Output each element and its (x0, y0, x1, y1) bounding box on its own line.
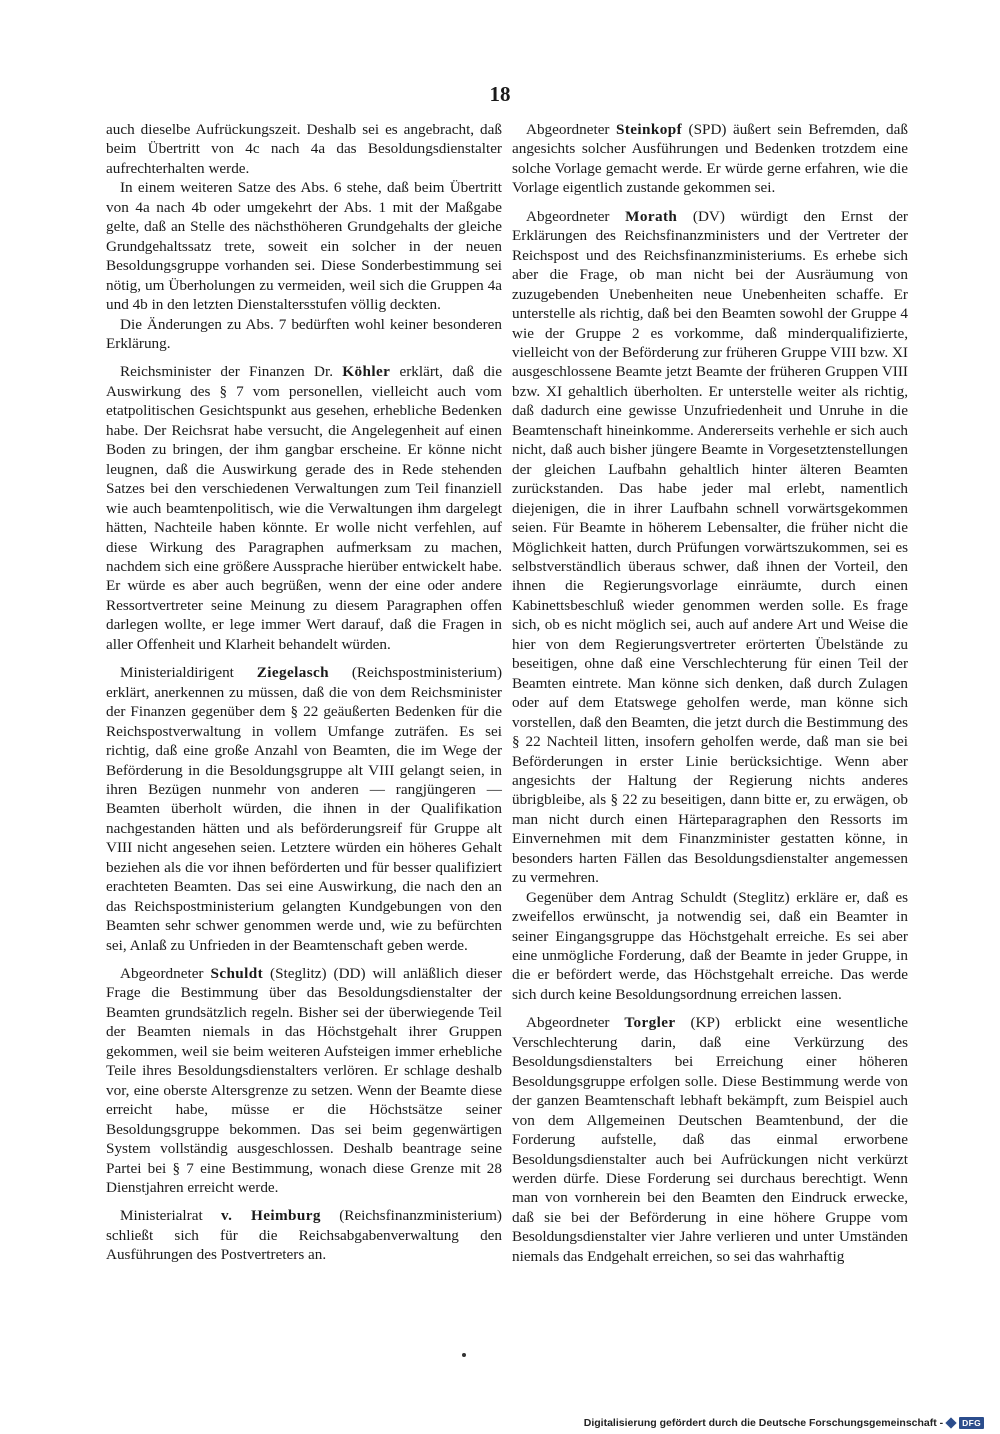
paragraph-text: (DV) würdigt den Ernst der Erklärungen des Reichsfinanzministers und der Vertreter der Reichspost und des Reichsfinanzministeriums. Es erhebe sich aber die Frage, ob man nicht bei der Ausräumung von zuzugebenden Unebenheiten neue Unebenheiten schaffe. Er unterstelle als richtig, daß bei den Beamten sowohl der Gruppe 4 wie der Gruppe 2 es vorkomme, daß minderqualifizierte, vielleicht von der Beförderung zur früheren Gruppe VIII bzw. XI ausgeschlossene Beamte jetzt Beamte der früheren Gruppen VIII bzw. XI gehaltlich überholten. Er unterstelle weiter als richtig, daß dadurch eine gewisse Unzufriedenheit und Unruhe in die Beamtenschaft hineinkomme. Andererseits verhehle er sich auch nicht, daß auch bisher jüngere Beamte in Vorgesetztenstellungen der gleichen Laufbahn gehaltlich hinter älteren Beamten zurückstanden. Das habe jeder mal erlebt, namentlich diejenigen, die in ihrer Laufbahn schnell vorwärtsgekommen seien. Für Beamte in höherem Lebensalter, die früher nicht die Möglichkeit hatten, durch Prüfungen vorwärtszukommen, sei es selbstverständlich überaus schwer, daß ihnen der Vorteil, den ihnen die Regierungsvorlage einräumte, durch einen Kabinettsbeschluß wieder genommen werden solle. Es frage sich, ob es nicht möglich sei, auch auf andere Art und Weise die hier von dem Regierungsvertreter erörterten Übelstände zu beseitigen, ohne daß eine Verschlechterung für einen Teil der Beamten eintrete. Man könne sich denken, daß durch Zulagen oder auf dem Etatswege geholfen werde, man könne sich vorstellen, daß den Beamten, die jetzt durch die Bestimmung des § 22 Nachteil litten, insofern geholfen werde, daß man sie bei Beförderungen in erster Linie berücksichtige. Wenn aber angesichts der Haltung der Regierung nichts anderes übrigbleibe, als § 22 zu beseitigen, dann bitte er, zu erwägen, ob man nicht durch einen Härteparagraphen den Ressorts im Einvernehmen mit dem Finanzminister gestatten könne, in besonders harten Fällen das Besoldungsdienstalter angemessen zu vermehren. (512, 207, 908, 887)
paragraph-text: (KP) erblickt eine wesentliche Verschlechterung darin, daß eine Verkürzung des Besoldungsdienstalters bei Erreichung einer höheren Besoldungsgruppe erfolgen solle. Diese Bestimmung werde von der ganzen Beamtenschaft lebhaft bekämpft, zum Beispiel auch von dem Allgemeinen Deutschen Beamtenbund, der die Forderung aufstelle, daß das einmal erworbene Besoldungsdienstalter auch bei Aufrückungen nicht verkürzt werden dürfe. Diese Forderung sei durchaus berechtigt. Wenn man von vornherein bei den Beamten den Eindruck erwecke, daß sie bei der Beförderung in eine höhere Gruppe vom Besoldungsdienstalter vier Jahre verlieren und unter Umständen niemals das Endgehalt erreichen, so sei das wahrhaftig (512, 1014, 908, 1265)
paragraph-text: (Reichspostministerium) erklärt, anerkennen zu müssen, daß die von dem Reichsminister der Finanzen gegenüber dem § 22 geäußerten Bedenken für die Reichspostverwaltung in vollem Umfange zuträfen. Es sei richtig, daß eine große Anzahl von Beamten, die im Wege der Beförderung in die Besoldungsgruppe alt VIII gelangt seien, in ihren Bezügen nunmehr von anderen — rangjüngeren — Beamten überholt würden, die ihnen in der Qualifikation nachgestanden hätten und als beförderungsreif für Gruppe alt VIII nicht angesehen seien. Letztere würden ein höheres Gehalt beziehen als die vor ihnen beförderten und für besser qualifiziert erachteten Beamten. Das sei eine Auswirkung, die nach den an das Reichspostministerium gelangten Kundgebungen von den Beamten sehr schwer genommen werde und, wie zu befürchten sei, Anlaß zu Unfrieden in der Beamtenschaft geben werde. (106, 664, 502, 954)
speaker-prefix: Reichsminister der Finanzen Dr. (120, 363, 343, 381)
paragraph (106, 964, 502, 1197)
paragraph (106, 663, 502, 955)
paragraph: Gegenüber dem Antrag Schuldt (Steglitz) erkläre er, daß es zweifellos erwünscht, ja notwendig sei, daß ein Beamter in seiner Eingangsgruppe das Höchstgehalt erreiche. Es sei aber eine unmögliche Forderung, daß der Beamte in jeder Gruppe, in die er befördert werde, das Höchstgehalt erreiche. Das werde sich durch keine Besoldungsordnung erreichen lassen. (512, 888, 908, 1003)
speaker-name: v. Heimburg (220, 1207, 321, 1225)
speaker-name: Steinkopf (615, 121, 683, 138)
speaker-name: Köhler (342, 363, 391, 381)
paragraph: Die Änderungen zu Abs. 7 bedürften wohl keiner besonderen Erklärung. (106, 315, 502, 352)
paragraph-text: (Steglitz) (DD) will anläßlich dieser Frage die Bestimmung über das Besoldungsdienstalter der Beamten grundsätzlich regeln. Bisher sei der überwiegende Teil der Beamten niemals in das Höchstgehalt ihrer Gruppen gekommen, weil sie beim weiteren Aufsteigen immer erhebliche Teile ihres Besoldungsdienstalters verlören. Er schlage deshalb vor, eine oberste Altersgrenze zu setzen. Wenn der Beamte diese erreicht habe, müsse er die Höchstsätze seiner Besoldungsgruppe bekommen. Das sei beim gegenwärtigen System vollständig ausgeschlossen. Deshalb beantrage seine Partei bei § 7 eine Bestimmung, wonach diese Grenze mit 28 Dienstjahren erreicht werde. (106, 965, 503, 1197)
paragraph-text: erklärt, daß die Auswirkung des § 7 vom personellen, vielleicht auch vom etatpolitischen Gesichtspunkt aus gesehen, erhebliche Bedenken habe. Der Reichsrat habe versucht, die Angelegenheit auf einen Boden zu bringen, der ihm gangbar erscheine. Er könne nicht leugnen, daß die Auswirkung gerade des in Rede stehenden Satzes bei den verschiedenen Verwaltungen zum Teil finanziell wie auch beamtenpolitisch, wie die Verwaltungen ihm dargelegt hätten, Nachteile haben könnte. Er wolle nicht verfehlen, auf diese Wirkung des Paragraphen aufmerksam zu machen, nachdem sich eine größere Aussprache hierüber entwickelt habe. Er würde es aber auch begrüßen, wenn der eine oder andere Ressortvertreter seine Meinung zu diesem Paragraphen offen darlegen wollte, er lege immer Wert darauf, daß die Fragen in aller Offenheit und Klarheit behandelt würden. (106, 363, 502, 653)
dfg-diamond-icon (945, 1417, 956, 1428)
speaker-name: Torgler (624, 1014, 676, 1032)
speaker-prefix: Abgeordneter (526, 1014, 625, 1032)
speaker-prefix: Ministerialrat (120, 1207, 221, 1225)
left-column (106, 120, 502, 1265)
speaker-prefix: Abgeordneter (526, 121, 616, 138)
paragraph (106, 1206, 502, 1264)
paragraph: auch dieselbe Aufrückungszeit. Deshalb sei es angebracht, daß beim Übertritt von 4c nach 4a das Besoldungsdienstalter aufrechterhalten werde. (106, 121, 502, 177)
paragraph (106, 362, 502, 654)
paragraph-text: (SPD) äußert sein Befremden, daß angesichts solcher Ausführungen und Bedenken trotzdem eine solche Vorlage gemacht werde. Er würde gerne erfahren, wie die Vorlage eigentlich zustande gekommen sei. (512, 121, 908, 197)
speaker-prefix: Ministerialdirigent (120, 664, 257, 682)
paragraph (512, 207, 908, 888)
paragraph-text: (Reichsfinanzministerium) schließt sich für die Reichsabgabenverwaltung den Ausführungen des Postvertreters an. (106, 1207, 502, 1264)
paragraph (512, 120, 908, 198)
page-mark-dot (462, 1353, 466, 1357)
footer-text: Digitalisierung gefördert durch die Deutsche Forschungsgemeinschaft - (583, 1417, 944, 1429)
page-number: 18 (489, 82, 511, 106)
speaker-name: Morath (625, 207, 678, 225)
speaker-prefix: Abgeordneter (120, 965, 211, 983)
paragraph: In einem weiteren Satze des Abs. 6 stehe, daß beim Übertritt von 4a nach 4b oder umgekehrt der Abs. 1 mit der Maßgabe gelte, daß an Stelle des nächsthöheren Grundgehalts der gleiche Grundgehaltssatz trete, soweit ein solcher in der neuen Besoldungsgruppe vorhanden sei. Diese Sonderbestimmung sei nötig, um Überholungen zu vermeiden, weil sich die Gruppen 4a und 4b in den letzten Dienstaltersstufen völlig deckten. (106, 179, 502, 314)
speaker-name: Schuldt (210, 965, 264, 983)
paragraph (512, 1013, 908, 1266)
right-column (512, 120, 908, 1266)
footer (584, 1416, 984, 1430)
speaker-prefix: Abgeordneter (526, 207, 626, 225)
dfg-logo: DFG (959, 1417, 984, 1429)
speaker-name: Ziegelasch (256, 664, 330, 682)
